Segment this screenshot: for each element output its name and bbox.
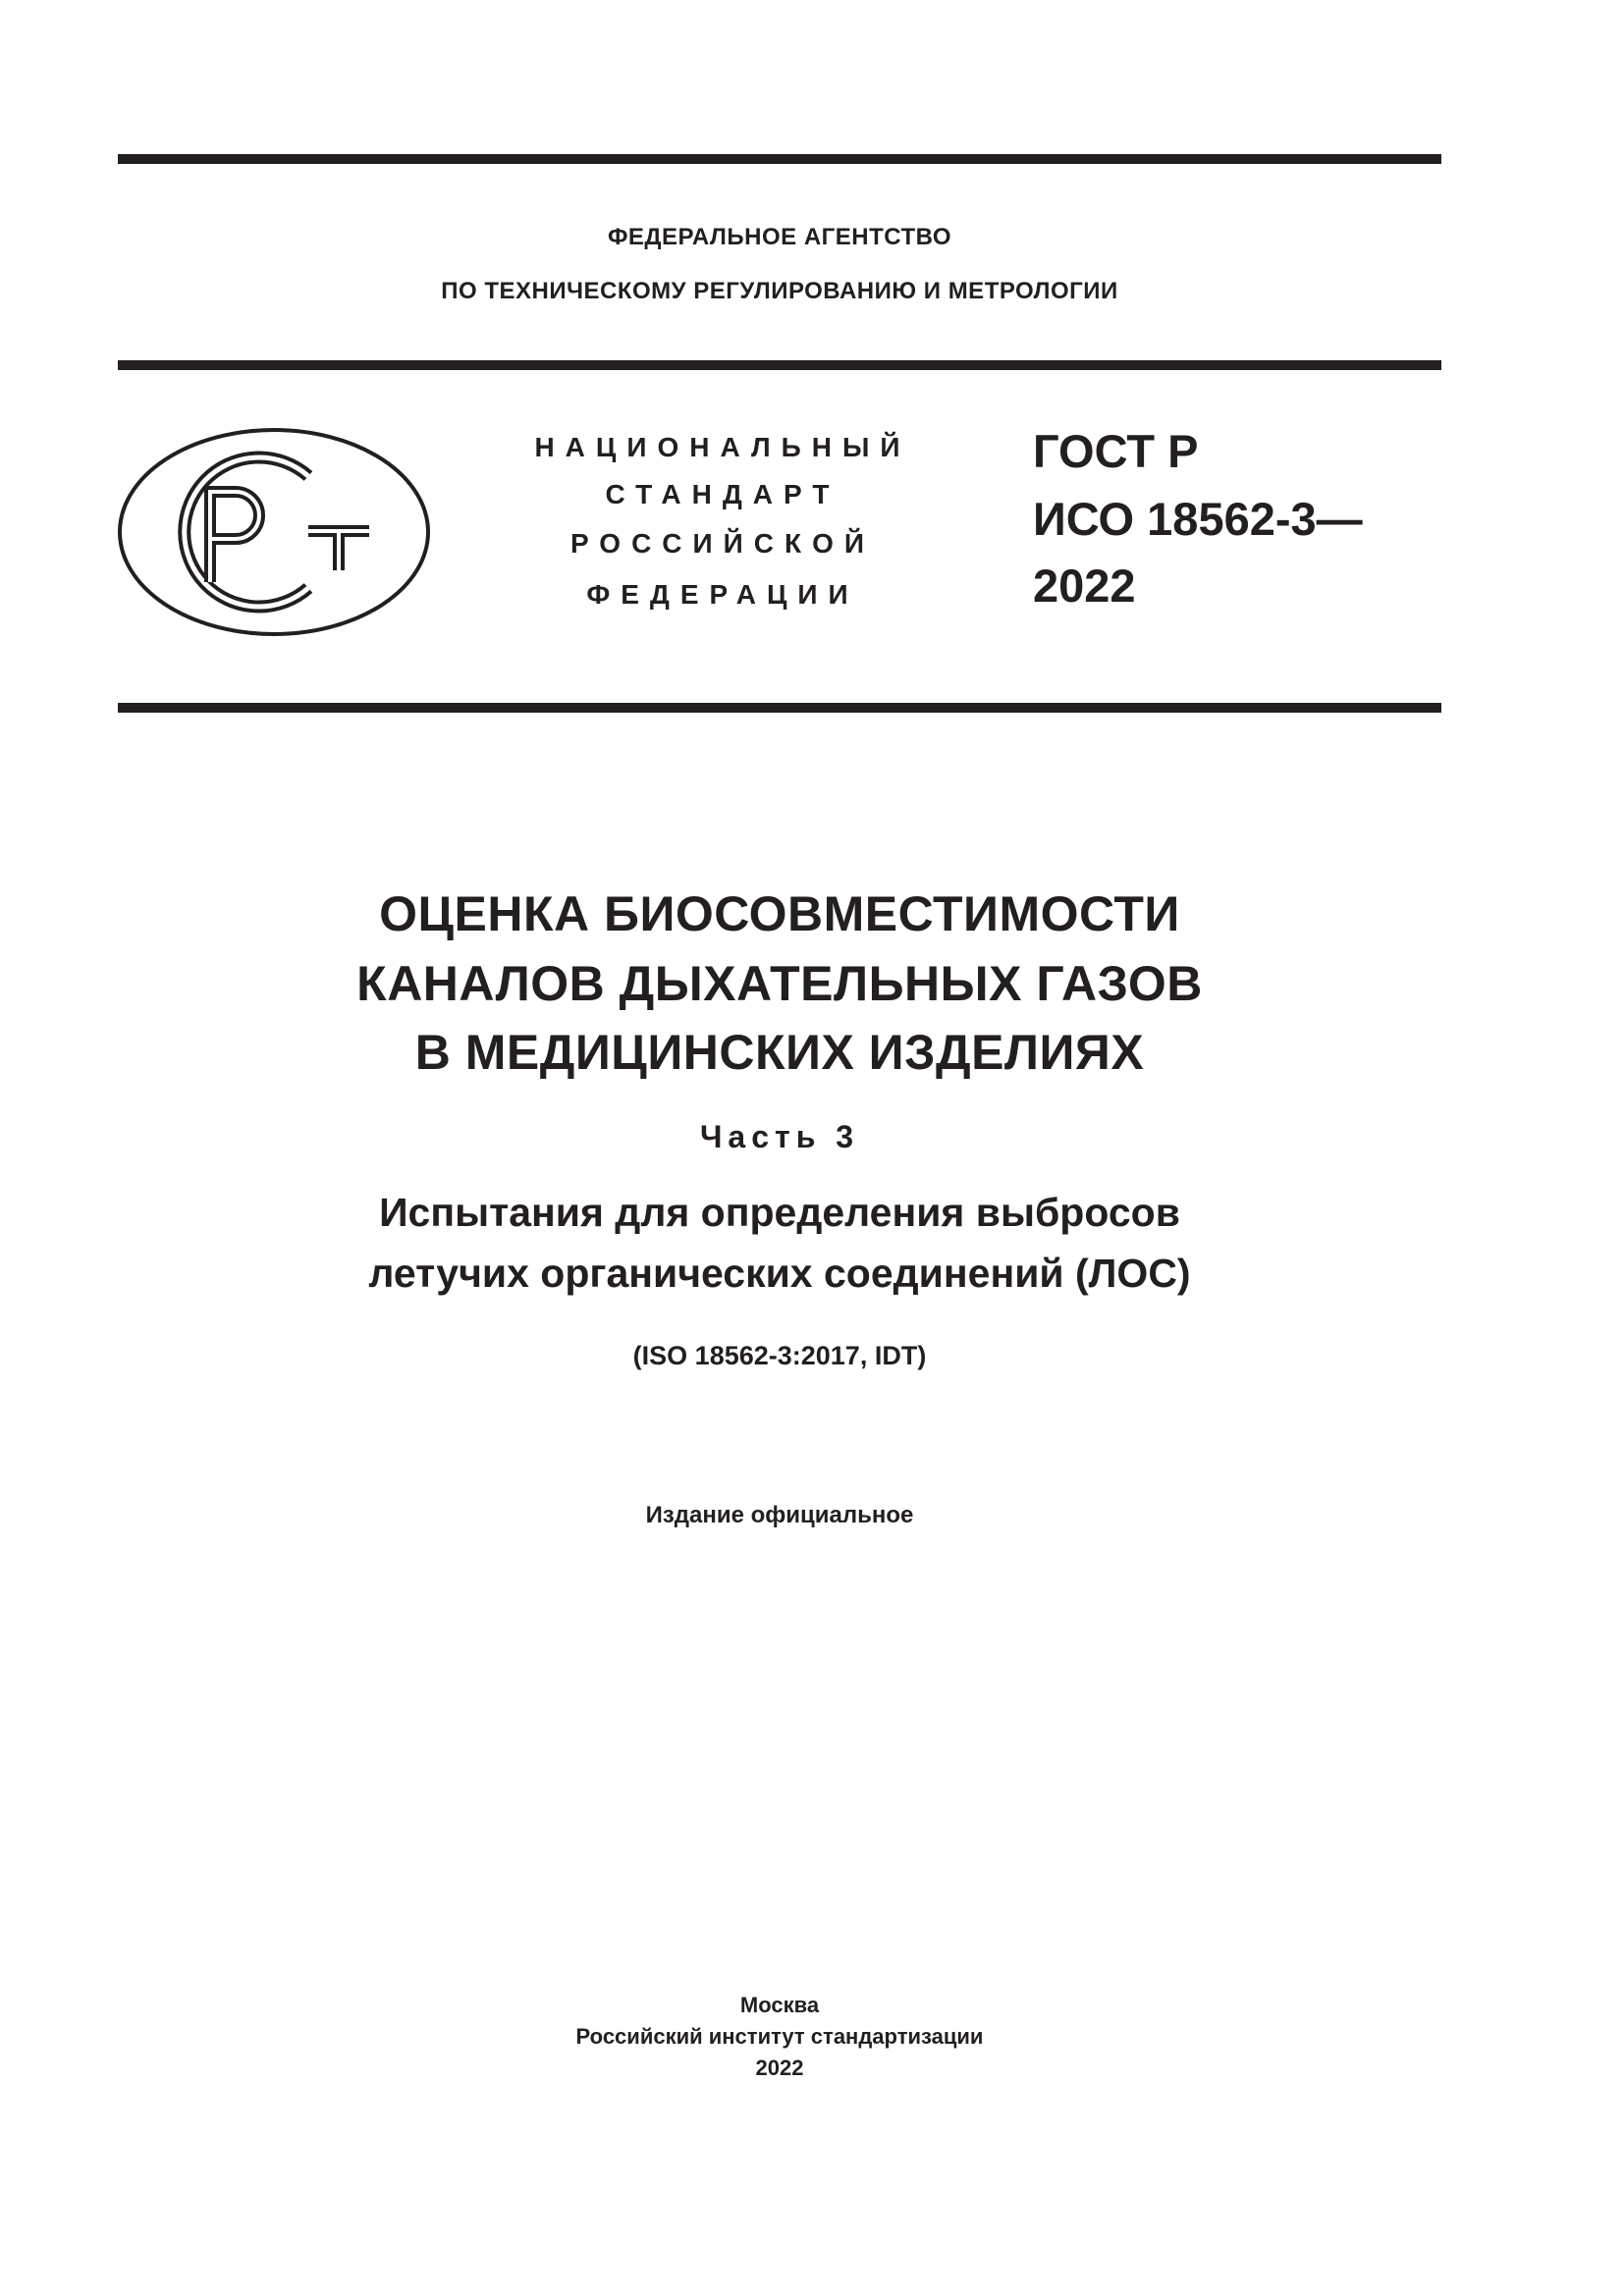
part-label: Часть 3 — [699, 1119, 860, 1154]
national-standard-line-1: НАЦИОНАЛЬНЫЙ — [534, 432, 911, 462]
agency-name-line-1: ФЕДЕРАЛЬНОЕ АГЕНТСТВО — [607, 224, 952, 250]
imprint-year: 2022 — [755, 2056, 804, 2080]
edition-note: Издание официальное — [645, 1502, 914, 1528]
section-rule — [118, 703, 1441, 713]
standard-designation-line-3: 2022 — [1033, 560, 1136, 612]
part-title-line-2: летучих органических соединений (ЛОС) — [368, 1251, 1191, 1296]
document-title-line-2: КАНАЛОВ ДЫХАТЕЛЬНЫХ ГАЗОВ — [356, 956, 1203, 1011]
national-standard-line-3: РОССИЙСКОЙ — [570, 528, 875, 559]
imprint-city: Москва — [739, 1993, 820, 2017]
standard-designation-line-1: ГОСТ Р — [1033, 425, 1199, 477]
national-standard-line-2: СТАНДАРТ — [605, 479, 840, 509]
header-rule — [118, 360, 1441, 370]
rst-conformity-mark-icon — [116, 425, 432, 639]
standard-designation-line-2: ИСО 18562-3— — [1033, 493, 1363, 545]
part-title-line-1: Испытания для определения выбросов — [379, 1190, 1180, 1235]
iso-reference: (ISO 18562-3:2017, IDT) — [632, 1341, 927, 1370]
document-title-line-1: ОЦЕНКА БИОСОВМЕСТИМОСТИ — [379, 886, 1180, 941]
agency-name-line-2: ПО ТЕХНИЧЕСКОМУ РЕГУЛИРОВАНИЮ И МЕТРОЛОГИИ — [441, 278, 1118, 304]
top-rule — [118, 154, 1441, 164]
document-title-line-3: В МЕДИЦИНСКИХ ИЗДЕЛИЯХ — [414, 1025, 1145, 1080]
imprint-publisher: Российский институт стандартизации — [575, 2024, 984, 2049]
national-standard-line-4: ФЕДЕРАЦИИ — [586, 579, 859, 610]
